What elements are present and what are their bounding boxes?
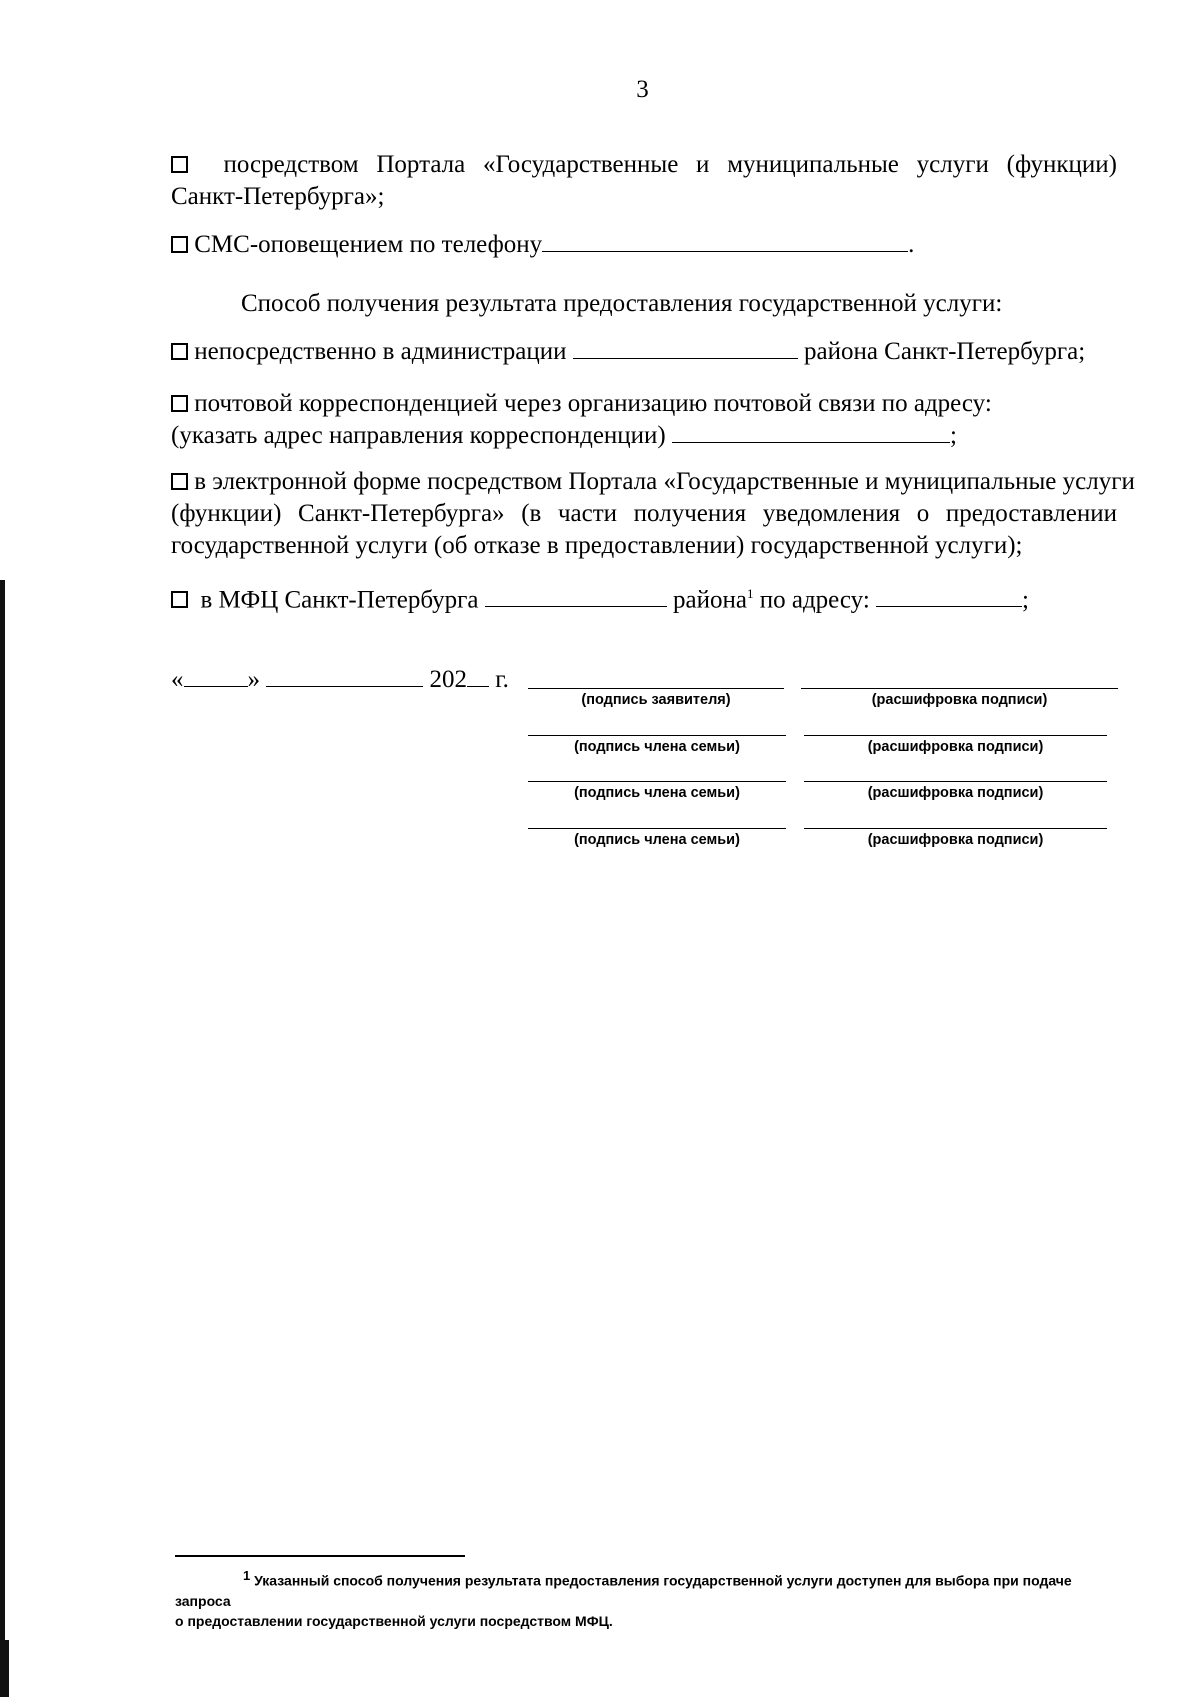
- date-close-quote: »: [247, 666, 260, 693]
- option-portal-notify: [171, 149, 1117, 181]
- option-admin-label: непосредственно в администрации: [194, 338, 567, 365]
- decode-line-member-3[interactable]: [804, 828, 1107, 829]
- decode-line-applicant[interactable]: [801, 688, 1118, 689]
- caption-member-2-signature: (подпись члена семьи): [574, 785, 740, 801]
- checkbox-mail[interactable]: [171, 395, 188, 412]
- option-electronic: [171, 466, 1135, 498]
- checkbox-mfc[interactable]: [171, 591, 188, 608]
- option-mfc: [171, 578, 1029, 616]
- mail-address-blank[interactable]: [672, 420, 950, 443]
- date-open-quote: «: [171, 666, 184, 693]
- footnote: [175, 1566, 1121, 1631]
- footnote-line-2: о предоставлении государственной услуги посредством МФЦ.: [175, 1612, 613, 1629]
- option-mail-label: почтовой корреспонденцией через организацию почтовой связи по адресу:: [194, 390, 992, 417]
- caption-member-2-decode: (расшифровка подписи): [867, 785, 1044, 801]
- option-electronic-line1: в электронной форме посредством Портала «Государственные и муниципальные услуги: [194, 468, 1135, 495]
- option-portal-notify-text: посредством Портала «Государственные и муниципальные услуги (функции): [223, 151, 1118, 178]
- signature-line-member-3[interactable]: [528, 828, 786, 829]
- sms-end: .: [908, 231, 915, 258]
- option-sms: [171, 229, 914, 261]
- option-electronic-line2: (функции) Санкт-Петербурга» (в части получения уведомления о предоставлении: [171, 500, 1117, 527]
- option-electronic-line3: государственной услуги (об отказе в предоставлении) государственной услуги);: [171, 532, 1023, 559]
- option-sms-label: СМС-оповещением по телефону: [194, 231, 543, 258]
- caption-member-1-decode: (расшифровка подписи): [867, 739, 1044, 755]
- footnote-separator: [175, 1555, 465, 1557]
- mail-end: ;: [950, 422, 957, 449]
- caption-applicant-signature: (подпись заявителя): [581, 692, 731, 708]
- option-mail-address: [171, 420, 957, 452]
- caption-member-3-signature: (подпись члена семьи): [574, 832, 740, 848]
- mfc-address-blank[interactable]: [876, 584, 1022, 607]
- scan-edge-artifact-bottom: [0, 1640, 9, 1697]
- mfc-district-label: района: [673, 586, 747, 614]
- phone-blank[interactable]: [542, 229, 908, 252]
- checkbox-admin[interactable]: [171, 343, 188, 360]
- footnote-line-1: [175, 1566, 1121, 1611]
- scan-edge-artifact: [0, 580, 5, 1697]
- signature-line-member-1[interactable]: [528, 735, 786, 736]
- caption-member-3-decode: (расшифровка подписи): [867, 832, 1044, 848]
- signature-line-applicant[interactable]: [528, 688, 784, 689]
- footnote-mark: 1: [243, 1568, 251, 1583]
- date-day-blank[interactable]: [184, 664, 248, 687]
- mail-address-label: (указать адрес направления корреспонденции): [171, 422, 666, 449]
- date-month-blank[interactable]: [266, 664, 423, 687]
- decode-line-member-1[interactable]: [804, 735, 1107, 736]
- checkbox-sms[interactable]: [171, 236, 188, 253]
- signature-line-member-2[interactable]: [528, 781, 786, 782]
- mfc-district-blank[interactable]: [485, 584, 667, 607]
- option-mail: [171, 388, 992, 420]
- option-mfc-label: в МФЦ Санкт-Петербурга: [200, 586, 479, 614]
- date-year-prefix: 202: [429, 666, 467, 693]
- caption-applicant-decode: (расшифровка подписи): [871, 692, 1048, 708]
- mfc-end: ;: [1022, 586, 1029, 614]
- result-heading: Способ получения результата предоставления государственной услуги:: [241, 290, 1003, 317]
- checkbox-portal-notify[interactable]: [171, 156, 188, 173]
- date-line: [171, 664, 509, 696]
- admin-district-blank[interactable]: [573, 336, 798, 359]
- caption-member-1-signature: (подпись члена семьи): [574, 739, 740, 755]
- footnote-reference: 1: [746, 586, 754, 601]
- option-portal-notify-cont: Санкт-Петербурга»;: [171, 183, 385, 210]
- date-year-suffix: г.: [495, 666, 509, 693]
- page-number: 3: [636, 76, 649, 103]
- footnote-text-1: Указанный способ получения результата предоставления государственной услуги доступен для выбора при подаче запроса: [175, 1572, 1072, 1609]
- date-year-blank[interactable]: [467, 664, 489, 687]
- decode-line-member-2[interactable]: [804, 781, 1107, 782]
- option-admin-suffix: района Санкт-Петербурга;: [803, 338, 1086, 365]
- mfc-address-label: по адресу:: [759, 586, 870, 614]
- checkbox-electronic[interactable]: [171, 473, 188, 490]
- option-admin: [171, 336, 1085, 368]
